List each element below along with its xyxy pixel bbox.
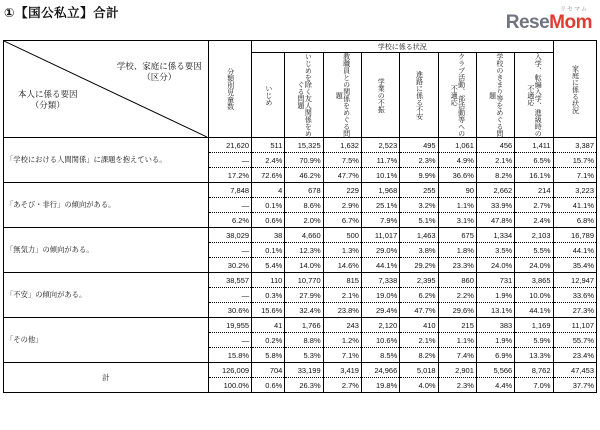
- value-cell: 3,865: [515, 273, 553, 288]
- value-cell: 675: [438, 228, 476, 243]
- total-label: 計: [4, 363, 209, 393]
- header-school-label: 進路に係る不安: [415, 70, 423, 120]
- total-value-cell: 5,018: [400, 363, 438, 378]
- percent-cell: —: [208, 288, 251, 303]
- logo-wordmark: [506, 12, 592, 34]
- percent-cell: 17.2%: [208, 168, 251, 183]
- percent-cell: 47.7%: [400, 303, 438, 318]
- value-cell: 110: [252, 273, 285, 288]
- total-percent-cell: 2.3%: [438, 378, 476, 393]
- row-label: 「あそび・非行」の傾向がある。: [4, 183, 209, 228]
- percent-cell: 47.8%: [476, 213, 514, 228]
- percent-cell: 5.9%: [515, 333, 553, 348]
- percent-cell: 2.7%: [515, 198, 553, 213]
- count-cell: 7,848: [208, 183, 251, 198]
- percent-cell: 55.7%: [553, 333, 596, 348]
- percent-cell: 8.2%: [400, 348, 438, 363]
- percent-cell: 44.1%: [515, 303, 553, 318]
- total-percent-cell: 2.7%: [323, 378, 361, 393]
- percent-cell: 29.0%: [361, 243, 399, 258]
- total-value-cell: 2,901: [438, 363, 476, 378]
- corner-bottom-line-2: （分類）: [30, 100, 65, 111]
- header-school-label: いじめを除く友人関係をめぐる問題: [297, 53, 312, 137]
- percent-cell: 5.5%: [515, 243, 553, 258]
- logo-accent: Mom: [549, 12, 592, 33]
- header-school-col: [285, 53, 323, 138]
- header-school-col: [515, 53, 553, 138]
- percent-cell: 2.0%: [285, 213, 323, 228]
- percent-cell: 8.8%: [285, 333, 323, 348]
- header-school-label: いじめ: [264, 84, 272, 106]
- value-cell: 2,120: [361, 318, 399, 333]
- corner-top-line-1: 学校、家庭に係る要因: [116, 61, 202, 71]
- percent-cell: 47.7%: [323, 168, 361, 183]
- percent-cell: 6.2%: [400, 288, 438, 303]
- value-cell: 678: [285, 183, 323, 198]
- percent-cell: 19.0%: [361, 288, 399, 303]
- percent-cell: 5.4%: [252, 258, 285, 273]
- value-cell: 2,523: [361, 138, 399, 153]
- percent-cell: 12.3%: [285, 243, 323, 258]
- percent-cell: 3.1%: [438, 213, 476, 228]
- percent-cell: —: [208, 198, 251, 213]
- value-cell: 1,968: [361, 183, 399, 198]
- percent-cell: 23.3%: [438, 258, 476, 273]
- percent-cell: 3.5%: [476, 243, 514, 258]
- total-percent-cell: 0.6%: [252, 378, 285, 393]
- corner-top-line-2: （区分）: [142, 72, 177, 83]
- percent-cell: 1.3%: [323, 243, 361, 258]
- total-percent-cell: 19.8%: [361, 378, 399, 393]
- percent-cell: 10.1%: [361, 168, 399, 183]
- header-school-col: [323, 53, 361, 138]
- value-cell: 3,223: [553, 183, 596, 198]
- percent-cell: 2.3%: [400, 153, 438, 168]
- row-label: 「不安」の傾向がある。: [4, 273, 209, 318]
- table-row: [4, 138, 597, 153]
- header-school-group: 学校に係る状況: [252, 41, 553, 53]
- value-cell: 2,395: [400, 273, 438, 288]
- percent-cell: 15.7%: [553, 153, 596, 168]
- value-cell: 11,017: [361, 228, 399, 243]
- percent-cell: —: [208, 333, 251, 348]
- percent-cell: 0.6%: [252, 213, 285, 228]
- percent-cell: 5.1%: [400, 213, 438, 228]
- value-cell: 495: [400, 138, 438, 153]
- percent-cell: 10.6%: [361, 333, 399, 348]
- total-percent-cell: 4.4%: [476, 378, 514, 393]
- row-label: 「その他」: [4, 318, 209, 363]
- total-value-cell: 24,966: [361, 363, 399, 378]
- percent-cell: 13.1%: [476, 303, 514, 318]
- percent-cell: 8.5%: [361, 348, 399, 363]
- percent-cell: 10.0%: [515, 288, 553, 303]
- corner-bottom-label: [18, 89, 78, 111]
- percent-cell: 46.2%: [285, 168, 323, 183]
- percent-cell: 44.1%: [361, 258, 399, 273]
- count-cell: 38,029: [208, 228, 251, 243]
- logo-prefix: Rese: [505, 12, 550, 33]
- total-value-cell: 3,419: [323, 363, 361, 378]
- logo-kana: リセマム: [560, 6, 588, 13]
- total-value-cell: 8,762: [515, 363, 553, 378]
- value-cell: 16,789: [553, 228, 596, 243]
- value-cell: 4,660: [285, 228, 323, 243]
- header-school-label: 教職員との関係をめぐる問題: [335, 53, 350, 137]
- value-cell: 7,338: [361, 273, 399, 288]
- value-cell: 815: [323, 273, 361, 288]
- header-school-col: [476, 53, 514, 138]
- total-percent-cell: 7.0%: [515, 378, 553, 393]
- percent-cell: 24.0%: [476, 258, 514, 273]
- percent-cell: 6.2%: [208, 213, 251, 228]
- percent-cell: 2.2%: [438, 288, 476, 303]
- percent-cell: 23.4%: [553, 348, 596, 363]
- percent-cell: 6.9%: [476, 348, 514, 363]
- value-cell: 731: [476, 273, 514, 288]
- value-cell: 38: [252, 228, 285, 243]
- percent-cell: 7.9%: [361, 213, 399, 228]
- resemom-logo: [492, 4, 592, 38]
- value-cell: 215: [438, 318, 476, 333]
- percent-cell: 2.4%: [252, 153, 285, 168]
- total-value-cell: 33,199: [285, 363, 323, 378]
- value-cell: 500: [323, 228, 361, 243]
- table-corner-header: [4, 41, 209, 138]
- value-cell: 511: [252, 138, 285, 153]
- percent-cell: 2.4%: [515, 213, 553, 228]
- header-home-label: 家庭に係る状況: [571, 64, 579, 114]
- value-cell: 1,632: [323, 138, 361, 153]
- value-cell: 229: [323, 183, 361, 198]
- percent-cell: 41.1%: [553, 198, 596, 213]
- percent-cell: 0.3%: [252, 288, 285, 303]
- value-cell: 1,334: [476, 228, 514, 243]
- percent-cell: —: [208, 243, 251, 258]
- percent-cell: 6.8%: [553, 213, 596, 228]
- percent-cell: 35.4%: [553, 258, 596, 273]
- table-row: [4, 318, 597, 333]
- percent-cell: 13.3%: [515, 348, 553, 363]
- percent-cell: 0.2%: [252, 333, 285, 348]
- total-value-cell: 47,453: [553, 363, 596, 378]
- percent-cell: 3.8%: [400, 243, 438, 258]
- percent-cell: 44.1%: [553, 243, 596, 258]
- percent-cell: 4.9%: [438, 153, 476, 168]
- percent-cell: 6.7%: [323, 213, 361, 228]
- total-percent-cell: 26.3%: [285, 378, 323, 393]
- header-home: [553, 41, 596, 138]
- percent-cell: 16.1%: [515, 168, 553, 183]
- percent-cell: 5.8%: [252, 348, 285, 363]
- total-row: [4, 363, 597, 378]
- percent-cell: 6.5%: [515, 153, 553, 168]
- percent-cell: 33.6%: [553, 288, 596, 303]
- count-cell: 19,955: [208, 318, 251, 333]
- table-row: [4, 183, 597, 198]
- value-cell: 2,103: [515, 228, 553, 243]
- percent-cell: 7.1%: [323, 348, 361, 363]
- count-cell: 21,620: [208, 138, 251, 153]
- percent-cell: 15.8%: [208, 348, 251, 363]
- percent-cell: 23.8%: [323, 303, 361, 318]
- value-cell: 214: [515, 183, 553, 198]
- table-row: [4, 273, 597, 288]
- value-cell: 41: [252, 318, 285, 333]
- percent-cell: 36.6%: [438, 168, 476, 183]
- percent-cell: 1.8%: [438, 243, 476, 258]
- value-cell: 10,770: [285, 273, 323, 288]
- corner-top-label: [117, 61, 202, 83]
- percent-cell: 29.2%: [400, 258, 438, 273]
- percent-cell: 9.9%: [400, 168, 438, 183]
- percent-cell: 8.6%: [285, 198, 323, 213]
- percent-cell: 33.9%: [476, 198, 514, 213]
- percent-cell: 24.0%: [515, 258, 553, 273]
- percent-cell: 29.6%: [438, 303, 476, 318]
- header-school-label: 学校のきまり等をめぐる問題: [488, 53, 503, 137]
- percent-cell: 1.2%: [323, 333, 361, 348]
- percent-cell: 1.1%: [438, 198, 476, 213]
- table-row: [4, 228, 597, 243]
- value-cell: 1,061: [438, 138, 476, 153]
- value-cell: 2,662: [476, 183, 514, 198]
- percent-cell: 1.9%: [476, 333, 514, 348]
- header-school-label: クラブ活動、部活動等への不適応: [450, 53, 465, 137]
- percent-cell: 72.6%: [252, 168, 285, 183]
- header-school-col: [400, 53, 438, 138]
- value-cell: 1,411: [515, 138, 553, 153]
- percent-cell: 14.0%: [285, 258, 323, 273]
- percent-cell: 27.9%: [285, 288, 323, 303]
- value-cell: 1,463: [400, 228, 438, 243]
- corner-bottom-line-1: 本人に係る要因: [18, 89, 78, 99]
- value-cell: 3,387: [553, 138, 596, 153]
- row-label: 「学校における人間関係」に課題を抱えている。: [4, 138, 209, 183]
- value-cell: 12,947: [553, 273, 596, 288]
- percent-cell: 2.1%: [476, 153, 514, 168]
- value-cell: 410: [400, 318, 438, 333]
- percent-cell: 1.9%: [476, 288, 514, 303]
- total-value-cell: 704: [252, 363, 285, 378]
- percent-cell: 25.1%: [361, 198, 399, 213]
- value-cell: 90: [438, 183, 476, 198]
- percent-cell: 2.1%: [400, 333, 438, 348]
- percent-cell: 8.2%: [476, 168, 514, 183]
- percent-cell: 7.4%: [438, 348, 476, 363]
- value-cell: 4: [252, 183, 285, 198]
- header-count: [208, 41, 251, 138]
- percent-cell: 5.3%: [285, 348, 323, 363]
- percent-cell: 27.3%: [553, 303, 596, 318]
- value-cell: 456: [476, 138, 514, 153]
- value-cell: 383: [476, 318, 514, 333]
- percent-cell: 30.2%: [208, 258, 251, 273]
- page-title: ①【国公私立】合計: [4, 5, 120, 20]
- percent-cell: 15.6%: [252, 303, 285, 318]
- percent-cell: 14.6%: [323, 258, 361, 273]
- value-cell: 1,169: [515, 318, 553, 333]
- percent-cell: 2.1%: [323, 288, 361, 303]
- count-cell: 38,557: [208, 273, 251, 288]
- value-cell: 243: [323, 318, 361, 333]
- percent-cell: 29.4%: [361, 303, 399, 318]
- percent-cell: 0.1%: [252, 243, 285, 258]
- percent-cell: 7.5%: [323, 153, 361, 168]
- total-count-cell: 126,009: [208, 363, 251, 378]
- percent-cell: 11.7%: [361, 153, 399, 168]
- value-cell: 255: [400, 183, 438, 198]
- percent-cell: 0.1%: [252, 198, 285, 213]
- row-label: 「無気力」の傾向がある。: [4, 228, 209, 273]
- percent-cell: 30.6%: [208, 303, 251, 318]
- total-value-cell: 5,566: [476, 363, 514, 378]
- header-school-label: 学業の不振: [377, 77, 385, 113]
- header-school-col: [361, 53, 399, 138]
- value-cell: 860: [438, 273, 476, 288]
- header-school-col: [252, 53, 285, 138]
- header-school-col: [438, 53, 476, 138]
- header-count-label: 分類別児童数: [226, 68, 234, 110]
- value-cell: 11,107: [553, 318, 596, 333]
- total-percent-cell: 37.7%: [553, 378, 596, 393]
- percent-cell: 2.9%: [323, 198, 361, 213]
- value-cell: 1,766: [285, 318, 323, 333]
- total-percent-cell: 100.0%: [208, 378, 251, 393]
- header-school-label: 入学、転編入学、進級時の不適応: [526, 53, 542, 137]
- percent-cell: 3.2%: [400, 198, 438, 213]
- percent-cell: 7.1%: [553, 168, 596, 183]
- percent-cell: —: [208, 153, 251, 168]
- percent-cell: 70.9%: [285, 153, 323, 168]
- total-percent-cell: 4.0%: [400, 378, 438, 393]
- statistics-table: [3, 40, 597, 393]
- percent-cell: 32.4%: [285, 303, 323, 318]
- table-body: [4, 138, 597, 393]
- percent-cell: 1.1%: [438, 333, 476, 348]
- value-cell: 15,325: [285, 138, 323, 153]
